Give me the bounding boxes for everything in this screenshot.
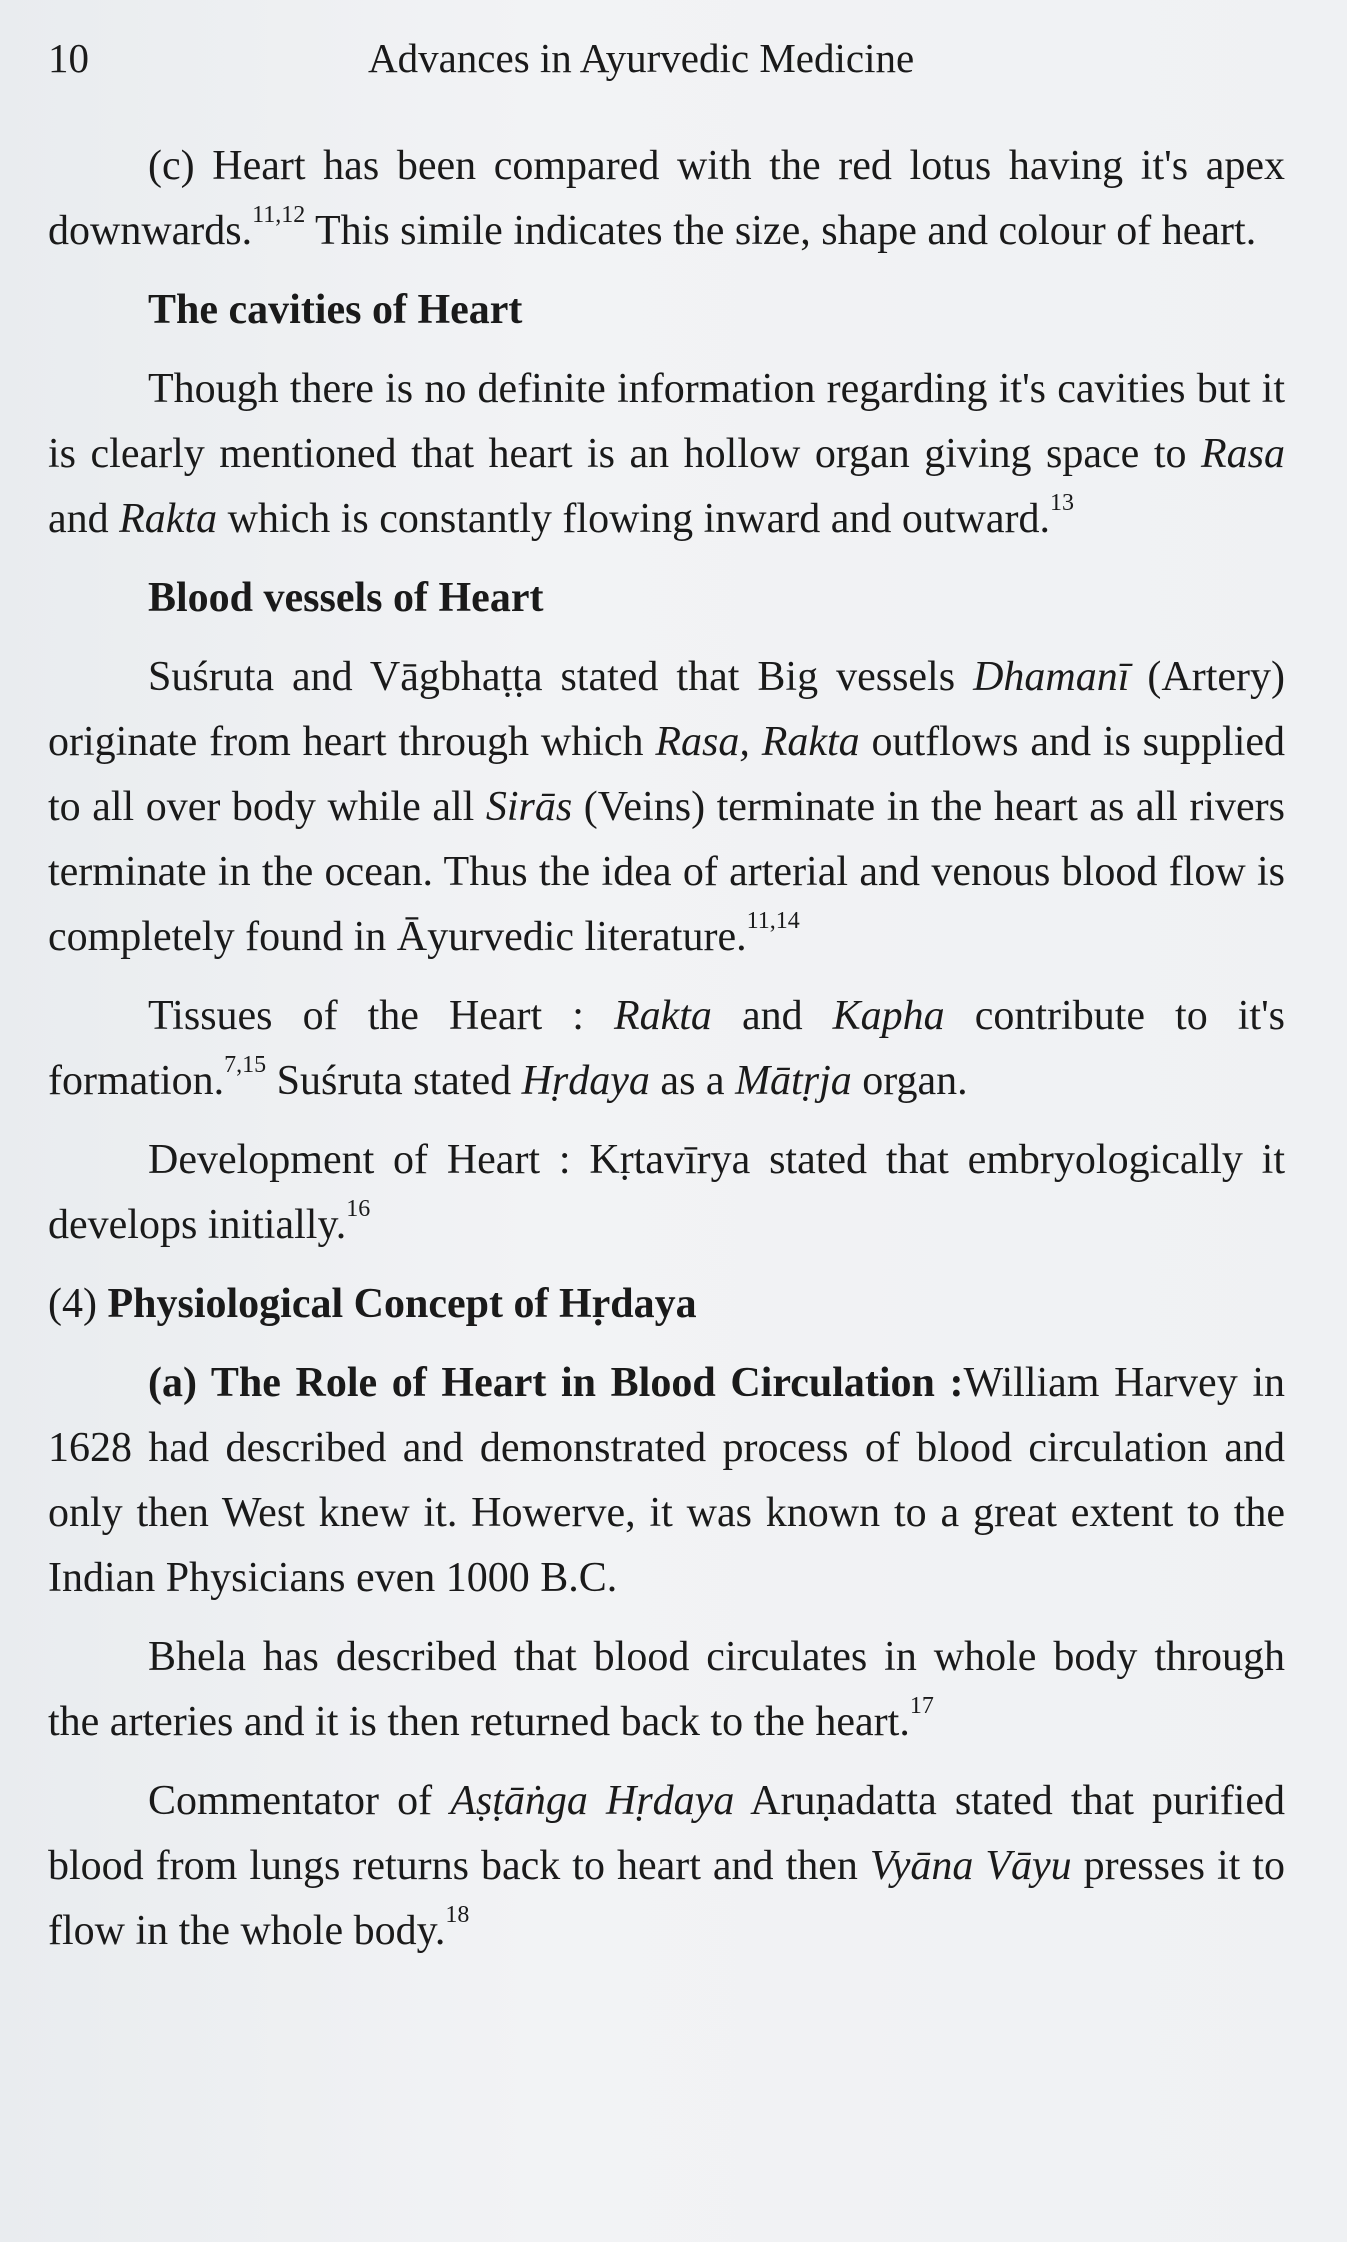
footnote-ref: 11,14: [746, 908, 800, 934]
heading-blood-vessels: Blood vessels of Heart: [148, 575, 544, 621]
heading-cavities: The cavities of Heart: [148, 287, 523, 333]
footnote-ref: 11,12: [252, 202, 306, 228]
italic-term: Vyāna Vāyu: [869, 1843, 1072, 1889]
paragraph-tissues: [48, 984, 1285, 1114]
paragraph-bhela: [48, 1625, 1285, 1755]
paragraph-blood-circulation: [48, 1351, 1285, 1611]
paragraph-commentator: [48, 1769, 1285, 1964]
paragraph-text: (c) Heart has been compared with the red lotus having it's apex downwards.: [48, 143, 1285, 254]
paragraph-development: [48, 1128, 1285, 1258]
italic-term: Rasa: [1201, 431, 1285, 477]
paragraph-text: organ.: [851, 1058, 968, 1104]
italic-term: Sirās: [485, 784, 573, 830]
italic-term: Rasa, Rakta: [655, 719, 860, 765]
footnote-ref: 7,15: [224, 1052, 267, 1078]
paragraph-text: presses it to flow in the whole body.: [48, 1843, 1285, 1954]
paragraph-text: Development of Heart : Kṛtavīrya stated that embryologically it develops initially.: [48, 1137, 1285, 1248]
running-header: [48, 28, 1287, 88]
paragraph-text: as a: [649, 1058, 736, 1104]
section-number: (4): [48, 1281, 108, 1327]
footnote-ref: 17: [909, 1693, 934, 1719]
italic-term: Hṛdaya: [521, 1058, 650, 1104]
paragraph-text: Tissues of the Heart :: [148, 993, 614, 1039]
paragraph-lotus-simile: [48, 134, 1285, 264]
page-number: 10: [48, 35, 89, 81]
paragraph-text: contribute to it's formation.: [48, 993, 1285, 1104]
running-title: Advances in Ayurvedic Medicine: [368, 35, 915, 81]
paragraph-text: Suśruta stated: [266, 1058, 522, 1104]
paragraph-text: This simile indicates the size, shape and colour of heart.: [305, 208, 1257, 254]
footnote-ref: 18: [445, 1902, 470, 1928]
italic-term: Dhamanī: [973, 654, 1130, 700]
italic-term: Mātṛja: [735, 1058, 852, 1104]
paragraph-blood-vessels: [48, 645, 1285, 970]
paragraph-text: and: [711, 993, 833, 1039]
footnote-ref: 13: [1049, 490, 1074, 516]
paragraph-text: Commentator of: [148, 1778, 451, 1824]
paragraph-text: outflows and is supplied to all over body while all: [48, 719, 1286, 830]
paragraph-cavities: [48, 357, 1285, 552]
paragraph-text: and: [48, 496, 120, 542]
paragraph-text: Aruṇadatta stated that purified blood from lungs returns back to heart and then: [48, 1778, 1285, 1889]
section-title: Physiological Concept of Hṛdaya: [107, 1281, 697, 1327]
paragraph-text: which is constantly flowing inward and outward.: [217, 496, 1050, 542]
italic-term: Aṣṭāṅga Hṛdaya: [450, 1778, 735, 1824]
paragraph-text: (Veins) terminate in the heart as all rivers terminate in the ocean. Thus the idea of arterial and venous blood flow is completely found in Āyurvedic literature.: [48, 784, 1285, 960]
paragraph-text: Though there is no definite information regarding it's cavities but it is clearly mentioned that heart is an hollow organ giving space to: [48, 366, 1285, 477]
heading-section-4: [48, 1272, 1285, 1337]
italic-term: Rakta: [119, 496, 218, 542]
paragraph-text: William Harvey in 1628 had described and demonstrated process of blood circulation and only then West knew it. Howerve, it was known to a great extent to the Indian Physicians even 1000 B.C.: [48, 1360, 1286, 1601]
paragraph-text: (Artery) originate from heart through which: [48, 654, 1286, 765]
footnote-ref: 16: [346, 1196, 371, 1222]
paragraph-text: Bhela has described that blood circulates in whole body through the arteries and it is then returned back to the heart.: [48, 1634, 1285, 1745]
paragraph-text: Suśruta and Vāgbhaṭṭa stated that Big vessels: [148, 654, 974, 700]
page-body: [48, 134, 1285, 1978]
italic-term: Kapha: [832, 993, 945, 1039]
subsection-title: (a) The Role of Heart in Blood Circulation :: [148, 1360, 964, 1406]
italic-term: Rakta: [613, 993, 712, 1039]
